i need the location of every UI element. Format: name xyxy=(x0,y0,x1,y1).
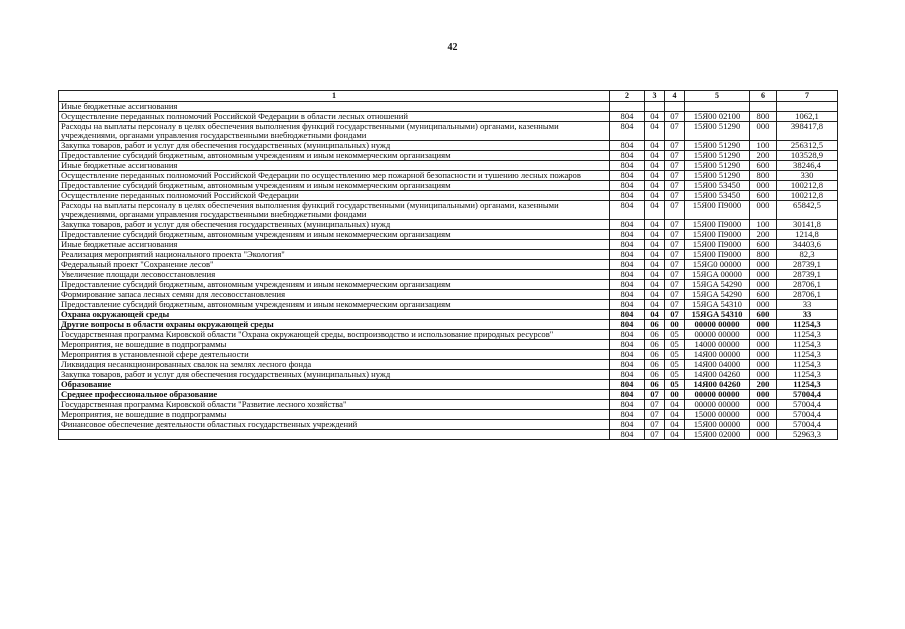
row-expense-type: 200 xyxy=(750,230,777,240)
row-section-code: 07 xyxy=(645,400,665,410)
row-amount: 65842,5 xyxy=(777,201,838,220)
row-amount: 33 xyxy=(777,300,838,310)
row-target-code: 15Я00 П9000 xyxy=(685,201,750,220)
row-target-code xyxy=(685,102,750,112)
row-expense-type: 000 xyxy=(750,410,777,420)
row-section-code: 04 xyxy=(645,260,665,270)
table-row xyxy=(59,250,838,260)
row-target-code: 00000 00000 xyxy=(685,400,750,410)
row-amount: 28706,1 xyxy=(777,280,838,290)
row-amount: 57004,4 xyxy=(777,400,838,410)
row-subsection-code: 07 xyxy=(665,141,685,151)
row-amount: 28739,1 xyxy=(777,260,838,270)
row-target-code: 14000 00000 xyxy=(685,340,750,350)
row-amount: 11254,3 xyxy=(777,380,838,390)
row-expense-type: 600 xyxy=(750,161,777,171)
row-section-code: 06 xyxy=(645,320,665,330)
row-amount: 57004,4 xyxy=(777,410,838,420)
row-description: Иные бюджетные ассигнования xyxy=(59,102,610,112)
row-description: Мероприятия в установленной сфере деятельности xyxy=(59,350,610,360)
row-description: Другие вопросы в области охраны окружающей среды xyxy=(59,320,610,330)
row-ministry-code: 804 xyxy=(610,201,645,220)
row-ministry-code: 804 xyxy=(610,230,645,240)
row-subsection-code: 07 xyxy=(665,151,685,161)
row-target-code: 15Я00 П9000 xyxy=(685,240,750,250)
row-subsection-code: 07 xyxy=(665,310,685,320)
row-expense-type: 000 xyxy=(750,300,777,310)
row-subsection-code: 07 xyxy=(665,171,685,181)
row-amount: 398417,8 xyxy=(777,122,838,141)
row-ministry-code: 804 xyxy=(610,420,645,430)
row-expense-type: 600 xyxy=(750,290,777,300)
row-description: Предоставление субсидий бюджетным, автономным учреждениям и иным некоммерческим организациям xyxy=(59,230,610,240)
row-expense-type: 600 xyxy=(750,191,777,201)
row-target-code: 00000 00000 xyxy=(685,320,750,330)
row-ministry-code: 804 xyxy=(610,400,645,410)
table-header-row xyxy=(59,91,838,102)
row-ministry-code: 804 xyxy=(610,270,645,280)
table-row xyxy=(59,320,838,330)
row-description: Среднее профессиональное образование xyxy=(59,390,610,400)
table-row xyxy=(59,390,838,400)
row-target-code: 15Я00 51290 xyxy=(685,151,750,161)
column-header: 4 xyxy=(665,91,685,102)
table-row xyxy=(59,112,838,122)
page-number: 42 xyxy=(447,42,458,53)
row-expense-type: 000 xyxy=(750,270,777,280)
row-expense-type: 000 xyxy=(750,260,777,270)
row-subsection-code: 05 xyxy=(665,330,685,340)
column-header: 7 xyxy=(777,91,838,102)
row-ministry-code: 804 xyxy=(610,280,645,290)
row-target-code: 15Я00 02100 xyxy=(685,112,750,122)
row-ministry-code: 804 xyxy=(610,430,645,440)
row-amount: 11254,3 xyxy=(777,340,838,350)
row-amount: 256312,5 xyxy=(777,141,838,151)
row-ministry-code: 804 xyxy=(610,151,645,161)
row-target-code: 15ЯGA 54290 xyxy=(685,280,750,290)
budget-table xyxy=(58,90,838,440)
row-expense-type: 100 xyxy=(750,141,777,151)
row-section-code: 04 xyxy=(645,220,665,230)
row-ministry-code: 804 xyxy=(610,220,645,230)
row-amount: 28706,1 xyxy=(777,290,838,300)
row-target-code: 14Я00 04000 xyxy=(685,360,750,370)
row-expense-type: 000 xyxy=(750,400,777,410)
row-amount: 1062,1 xyxy=(777,112,838,122)
row-subsection-code: 04 xyxy=(665,410,685,420)
row-description xyxy=(59,430,610,440)
row-target-code: 15Я00 53450 xyxy=(685,191,750,201)
table-row xyxy=(59,310,838,320)
row-expense-type xyxy=(750,102,777,112)
table-row xyxy=(59,270,838,280)
row-ministry-code: 804 xyxy=(610,340,645,350)
table-row xyxy=(59,280,838,290)
row-target-code: 15Я00 51290 xyxy=(685,161,750,171)
row-target-code: 00000 00000 xyxy=(685,330,750,340)
row-ministry-code: 804 xyxy=(610,290,645,300)
row-description: Расходы на выплаты персоналу в целях обеспечения выполнения функций государственными (муниципальными) органами, казенными учреждениями, органами управления государственными внебюджетными фондами xyxy=(59,201,610,220)
table-row xyxy=(59,191,838,201)
table-row xyxy=(59,420,838,430)
table-row xyxy=(59,430,838,440)
row-expense-type: 200 xyxy=(750,380,777,390)
row-section-code: 07 xyxy=(645,430,665,440)
row-subsection-code: 07 xyxy=(665,122,685,141)
row-description: Закупка товаров, работ и услуг для обеспечения государственных (муниципальных) нужд xyxy=(59,220,610,230)
table-row xyxy=(59,171,838,181)
row-amount: 100212,8 xyxy=(777,191,838,201)
row-section-code: 04 xyxy=(645,250,665,260)
row-subsection-code: 07 xyxy=(665,240,685,250)
row-ministry-code: 804 xyxy=(610,310,645,320)
row-description: Иные бюджетные ассигнования xyxy=(59,240,610,250)
row-subsection-code: 07 xyxy=(665,260,685,270)
row-subsection-code: 07 xyxy=(665,250,685,260)
row-amount: 1214,8 xyxy=(777,230,838,240)
row-expense-type: 000 xyxy=(750,122,777,141)
row-description: Мероприятия, не вошедшие в подпрограммы xyxy=(59,340,610,350)
row-description: Мероприятия, не вошедшие в подпрограммы xyxy=(59,410,610,420)
row-description: Охрана окружающей среды xyxy=(59,310,610,320)
row-description: Увеличение площади лесовосстановления xyxy=(59,270,610,280)
row-amount: 33 xyxy=(777,310,838,320)
row-target-code: 14Я00 04260 xyxy=(685,380,750,390)
row-expense-type: 000 xyxy=(750,201,777,220)
row-section-code: 07 xyxy=(645,390,665,400)
row-section-code: 04 xyxy=(645,300,665,310)
row-subsection-code: 07 xyxy=(665,161,685,171)
row-section-code: 04 xyxy=(645,230,665,240)
row-ministry-code: 804 xyxy=(610,250,645,260)
row-ministry-code: 804 xyxy=(610,112,645,122)
row-section-code: 04 xyxy=(645,310,665,320)
row-target-code: 15Я00 П9000 xyxy=(685,220,750,230)
table-row xyxy=(59,161,838,171)
row-target-code: 15Я00 51290 xyxy=(685,141,750,151)
row-description: Осуществление переданных полномочий Российской Федерации в области лесных отношений xyxy=(59,112,610,122)
row-expense-type: 000 xyxy=(750,390,777,400)
column-header: 5 xyxy=(685,91,750,102)
row-subsection-code: 07 xyxy=(665,220,685,230)
row-subsection-code xyxy=(665,102,685,112)
row-subsection-code: 05 xyxy=(665,380,685,390)
row-target-code: 15ЯG0 00000 xyxy=(685,260,750,270)
row-expense-type: 100 xyxy=(750,220,777,230)
row-ministry-code: 804 xyxy=(610,360,645,370)
row-target-code: 15ЯGA 00000 xyxy=(685,270,750,280)
row-subsection-code: 04 xyxy=(665,420,685,430)
row-amount: 11254,3 xyxy=(777,320,838,330)
row-amount: 52963,3 xyxy=(777,430,838,440)
row-amount: 11254,3 xyxy=(777,330,838,340)
table-row xyxy=(59,360,838,370)
row-ministry-code: 804 xyxy=(610,350,645,360)
row-target-code: 15ЯGA 54310 xyxy=(685,310,750,320)
row-amount: 330 xyxy=(777,171,838,181)
row-subsection-code: 07 xyxy=(665,270,685,280)
table-row xyxy=(59,330,838,340)
row-amount: 57004,4 xyxy=(777,390,838,400)
row-ministry-code: 804 xyxy=(610,390,645,400)
row-section-code: 04 xyxy=(645,191,665,201)
row-section-code: 04 xyxy=(645,290,665,300)
row-description: Иные бюджетные ассигнования xyxy=(59,161,610,171)
row-expense-type: 000 xyxy=(750,340,777,350)
row-amount: 38246,4 xyxy=(777,161,838,171)
row-target-code: 15Я00 П9000 xyxy=(685,250,750,260)
row-section-code: 04 xyxy=(645,201,665,220)
row-amount: 30141,8 xyxy=(777,220,838,230)
row-ministry-code: 804 xyxy=(610,320,645,330)
row-expense-type: 000 xyxy=(750,320,777,330)
row-section-code: 04 xyxy=(645,141,665,151)
row-subsection-code: 04 xyxy=(665,430,685,440)
row-target-code: 15Я00 П9000 xyxy=(685,230,750,240)
row-amount: 103528,9 xyxy=(777,151,838,161)
row-section-code: 06 xyxy=(645,370,665,380)
table-row xyxy=(59,122,838,141)
row-subsection-code: 07 xyxy=(665,280,685,290)
row-section-code: 04 xyxy=(645,181,665,191)
row-subsection-code: 07 xyxy=(665,290,685,300)
row-section-code: 06 xyxy=(645,340,665,350)
row-section-code: 04 xyxy=(645,171,665,181)
row-amount: 100212,8 xyxy=(777,181,838,191)
table-row xyxy=(59,230,838,240)
row-description: Предоставление субсидий бюджетным, автономным учреждениям и иным некоммерческим организациям xyxy=(59,300,610,310)
row-target-code: 15Я00 51290 xyxy=(685,122,750,141)
row-section-code: 04 xyxy=(645,161,665,171)
row-ministry-code: 804 xyxy=(610,300,645,310)
table-row xyxy=(59,141,838,151)
row-description: Предоставление субсидий бюджетным, автономным учреждениям и иным некоммерческим организациям xyxy=(59,151,610,161)
row-expense-type: 000 xyxy=(750,181,777,191)
row-subsection-code: 04 xyxy=(665,400,685,410)
column-header: 3 xyxy=(645,91,665,102)
row-description: Государственная программа Кировской области "Охрана окружающей среды, воспроизводство и использование природных ресурсов" xyxy=(59,330,610,340)
row-ministry-code: 804 xyxy=(610,410,645,420)
row-section-code xyxy=(645,102,665,112)
row-expense-type: 000 xyxy=(750,430,777,440)
column-header: 6 xyxy=(750,91,777,102)
row-subsection-code: 05 xyxy=(665,350,685,360)
row-description: Предоставление субсидий бюджетным, автономным учреждениям и иным некоммерческим организациям xyxy=(59,181,610,191)
row-expense-type: 000 xyxy=(750,370,777,380)
row-ministry-code: 804 xyxy=(610,122,645,141)
row-ministry-code: 804 xyxy=(610,370,645,380)
column-header: 2 xyxy=(610,91,645,102)
row-subsection-code: 07 xyxy=(665,181,685,191)
row-amount: 82,3 xyxy=(777,250,838,260)
table-row xyxy=(59,181,838,191)
row-target-code: 15ЯGA 54310 xyxy=(685,300,750,310)
row-section-code: 04 xyxy=(645,240,665,250)
row-ministry-code xyxy=(610,102,645,112)
row-description: Реализация мероприятий национального проекта "Экология" xyxy=(59,250,610,260)
row-amount: 34403,6 xyxy=(777,240,838,250)
row-expense-type: 200 xyxy=(750,151,777,161)
row-target-code: 15Я00 53450 xyxy=(685,181,750,191)
row-expense-type: 000 xyxy=(750,280,777,290)
row-subsection-code: 07 xyxy=(665,300,685,310)
row-subsection-code: 00 xyxy=(665,320,685,330)
table-row xyxy=(59,380,838,390)
row-ministry-code: 804 xyxy=(610,240,645,250)
row-amount: 11254,3 xyxy=(777,360,838,370)
row-section-code: 06 xyxy=(645,330,665,340)
row-subsection-code: 07 xyxy=(665,201,685,220)
row-description: Осуществление переданных полномочий Российской Федерации по осуществлению мер пожарной безопасности и тушению лесных пожаров xyxy=(59,171,610,181)
row-description: Закупка товаров, работ и услуг для обеспечения государственных (муниципальных) нужд xyxy=(59,141,610,151)
row-expense-type: 000 xyxy=(750,360,777,370)
row-ministry-code: 804 xyxy=(610,181,645,191)
table-row xyxy=(59,300,838,310)
row-ministry-code: 804 xyxy=(610,260,645,270)
row-section-code: 06 xyxy=(645,380,665,390)
table-row xyxy=(59,340,838,350)
row-expense-type: 000 xyxy=(750,330,777,340)
row-expense-type: 800 xyxy=(750,171,777,181)
row-ministry-code: 804 xyxy=(610,141,645,151)
row-subsection-code: 05 xyxy=(665,370,685,380)
row-section-code: 07 xyxy=(645,420,665,430)
row-target-code: 14Я00 00000 xyxy=(685,350,750,360)
row-description: Формирование запаса лесных семян для лесовосстановления xyxy=(59,290,610,300)
row-expense-type: 800 xyxy=(750,250,777,260)
table-row xyxy=(59,400,838,410)
row-description: Финансовое обеспечение деятельности областных государственных учреждений xyxy=(59,420,610,430)
row-target-code: 15000 00000 xyxy=(685,410,750,420)
row-description: Предоставление субсидий бюджетным, автономным учреждениям и иным некоммерческим организациям xyxy=(59,280,610,290)
row-section-code: 04 xyxy=(645,122,665,141)
row-ministry-code: 804 xyxy=(610,161,645,171)
row-ministry-code: 804 xyxy=(610,380,645,390)
row-subsection-code: 07 xyxy=(665,230,685,240)
row-expense-type: 000 xyxy=(750,350,777,360)
row-description: Государственная программа Кировской области "Развитие лесного хозяйства" xyxy=(59,400,610,410)
table-row xyxy=(59,220,838,230)
row-subsection-code: 05 xyxy=(665,340,685,350)
row-section-code: 06 xyxy=(645,350,665,360)
row-expense-type: 600 xyxy=(750,240,777,250)
row-amount xyxy=(777,102,838,112)
row-ministry-code: 804 xyxy=(610,330,645,340)
row-target-code: 00000 00000 xyxy=(685,390,750,400)
row-expense-type: 600 xyxy=(750,310,777,320)
table-row xyxy=(59,370,838,380)
row-expense-type: 000 xyxy=(750,420,777,430)
row-expense-type: 800 xyxy=(750,112,777,122)
row-amount: 57004,4 xyxy=(777,420,838,430)
table-row xyxy=(59,102,838,112)
row-target-code: 15Я00 00000 xyxy=(685,420,750,430)
table-row xyxy=(59,201,838,220)
table-row xyxy=(59,151,838,161)
row-subsection-code: 00 xyxy=(665,390,685,400)
row-description: Осуществление переданных полномочий Российской Федерации xyxy=(59,191,610,201)
row-description: Образование xyxy=(59,380,610,390)
table-row xyxy=(59,240,838,250)
column-header: 1 xyxy=(59,91,610,102)
row-subsection-code: 07 xyxy=(665,191,685,201)
table-row xyxy=(59,260,838,270)
row-section-code: 07 xyxy=(645,410,665,420)
row-subsection-code: 05 xyxy=(665,360,685,370)
row-description: Федеральный проект "Сохранение лесов" xyxy=(59,260,610,270)
row-target-code: 15Я00 02000 xyxy=(685,430,750,440)
row-amount: 11254,3 xyxy=(777,370,838,380)
row-section-code: 04 xyxy=(645,112,665,122)
row-section-code: 04 xyxy=(645,151,665,161)
table-row xyxy=(59,290,838,300)
row-target-code: 14Я00 04260 xyxy=(685,370,750,380)
row-description: Закупка товаров, работ и услуг для обеспечения государственных (муниципальных) нужд xyxy=(59,370,610,380)
row-description: Ликвидация несанкционированных свалок на землях лесного фонда xyxy=(59,360,610,370)
row-section-code: 04 xyxy=(645,270,665,280)
row-ministry-code: 804 xyxy=(610,171,645,181)
row-amount: 28739,1 xyxy=(777,270,838,280)
table-row xyxy=(59,410,838,420)
row-target-code: 15ЯGA 54290 xyxy=(685,290,750,300)
row-ministry-code: 804 xyxy=(610,191,645,201)
table-row xyxy=(59,350,838,360)
row-subsection-code: 07 xyxy=(665,112,685,122)
row-section-code: 04 xyxy=(645,280,665,290)
row-amount: 11254,3 xyxy=(777,350,838,360)
row-target-code: 15Я00 51290 xyxy=(685,171,750,181)
row-description: Расходы на выплаты персоналу в целях обеспечения выполнения функций государственными (муниципальными) органами, казенными учреждениями, органами управления государственными внебюджетными фондами xyxy=(59,122,610,141)
row-section-code: 06 xyxy=(645,360,665,370)
